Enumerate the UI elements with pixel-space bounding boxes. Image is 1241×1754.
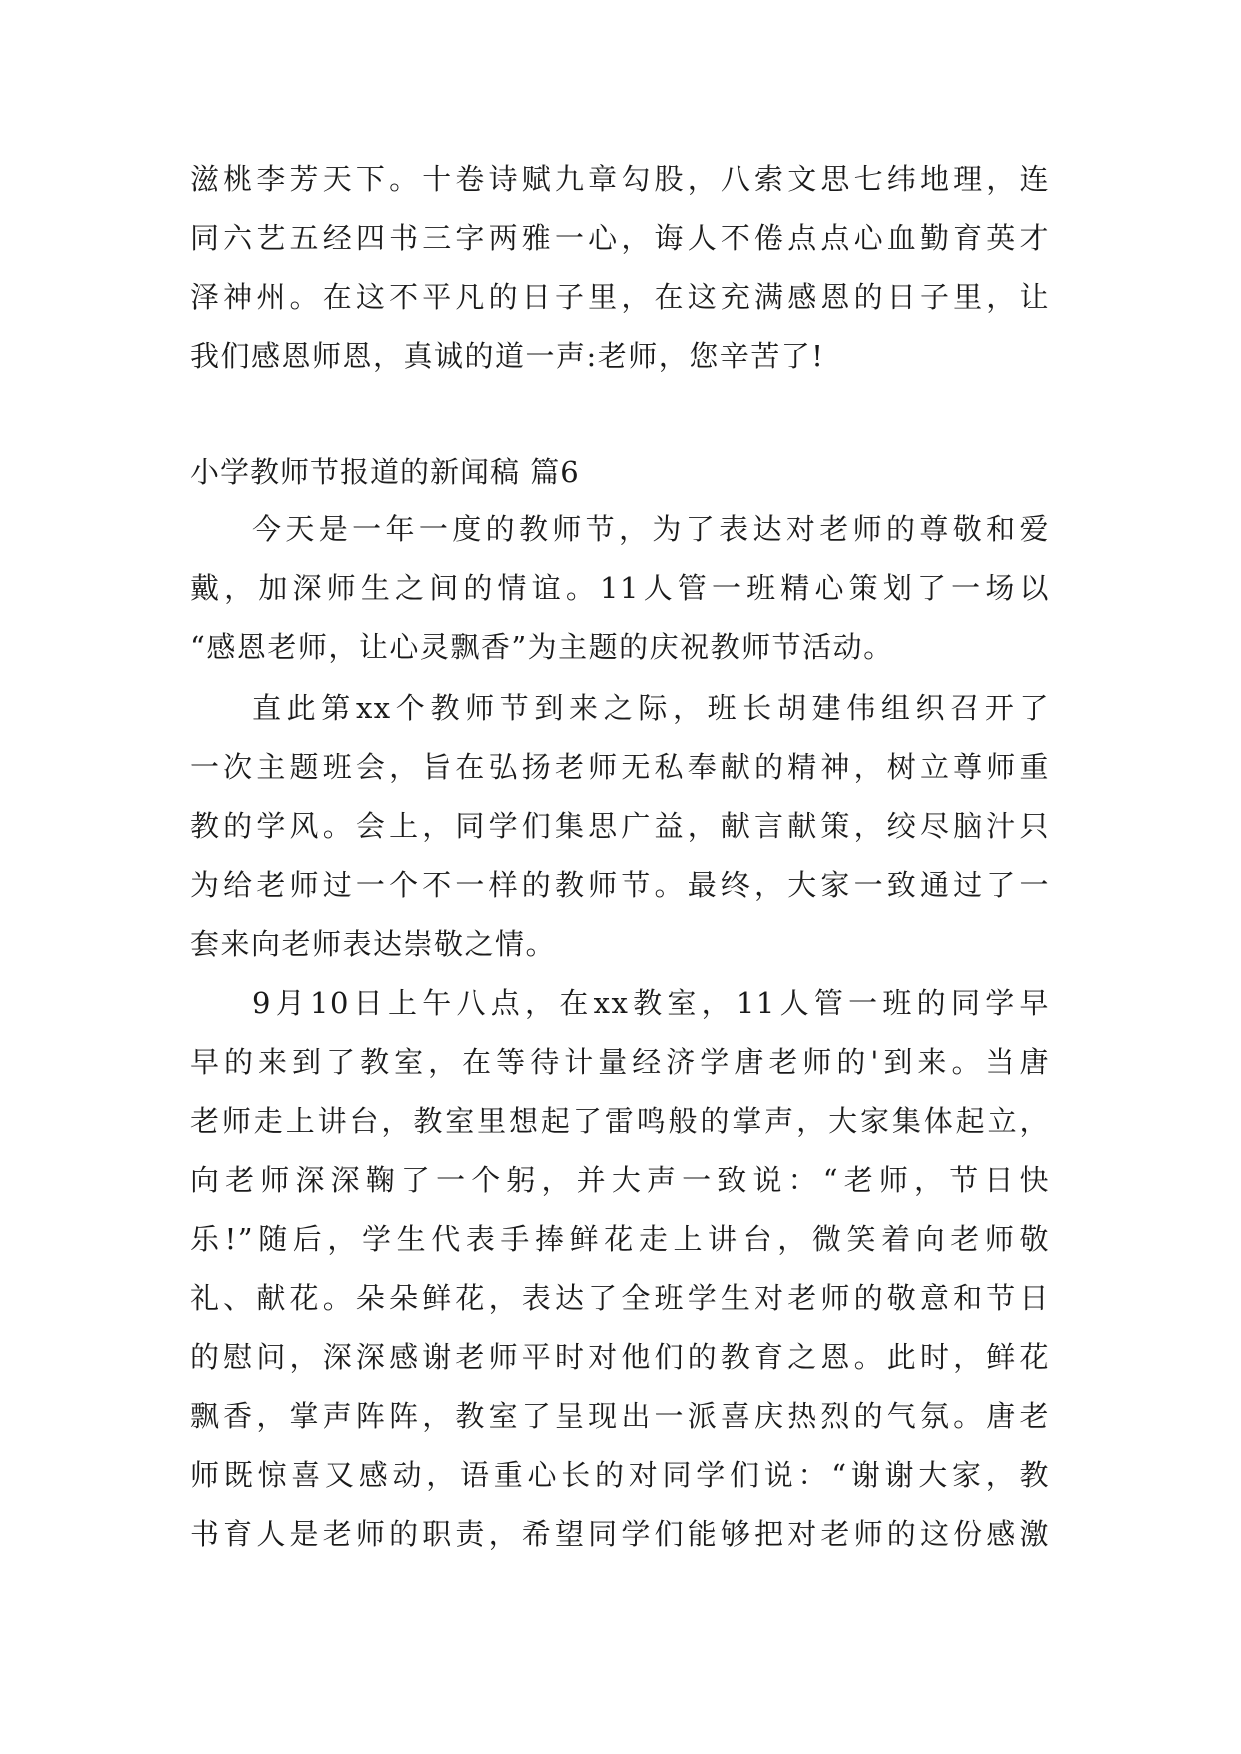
paragraph-3 [190,974,1050,1564]
text-line: 书育人是老师的职责，希望同学们能够把对老师的这份感激 [190,1517,1050,1551]
text-line: 为给老师过一个不一样的教师节。最终，大家一致通过了一 [190,868,1050,902]
text-line: 早的来到了教室，在等待计量经济学唐老师的'到来。当唐 [190,1045,1050,1079]
text-line: 滋桃李芳天下。十卷诗赋九章勾股，八索文思七纬地理，连 [190,162,1050,196]
text-line: 泽神州。在这不平凡的日子里，在这充满感恩的日子里，让 [190,280,1050,314]
text-line: 飘香，掌声阵阵，教室了呈现出一派喜庆热烈的气氛。唐老 [190,1399,1050,1433]
paragraph-1 [190,500,1050,677]
text-line: 向老师深深鞠了一个躬，并大声一致说：“老师，节日快 [190,1163,1050,1197]
text-line: 乐!”随后，学生代表手捧鲜花走上讲台，微笑着向老师敬 [190,1222,1050,1256]
text-line: 9月10日上午八点，在xx教室，11人管一班的同学早 [252,986,1050,1020]
text-line: 的慰问，深深感谢老师平时对他们的教育之恩。此时，鲜花 [190,1340,1050,1374]
text-line: 师既惊喜又感动，语重心长的对同学们说：“谢谢大家，教 [190,1458,1050,1492]
text-line: 我们感恩师恩，真诚的道一声:老师，您辛苦了! [190,339,825,373]
paragraph-2 [190,679,1050,974]
text-line: 同六艺五经四书三字两雅一心，诲人不倦点点心血勤育英才 [190,221,1050,255]
text-line: 直此第xx个教师节到来之际，班长胡建伟组织召开了 [252,691,1050,725]
text-line: “感恩老师，让心灵飘香”为主题的庆祝教师节活动。 [190,630,894,664]
text-line: 今天是一年一度的教师节，为了表达对老师的尊敬和爱 [252,512,1050,546]
section-title: 小学教师节报道的新闻稿 篇6 [190,455,580,489]
text-line: 套来向老师表达崇敬之情。 [190,927,557,961]
text-line: 一次主题班会，旨在弘扬老师无私奉献的精神，树立尊师重 [190,750,1050,784]
continuation-paragraph [190,150,1050,386]
text-line: 老师走上讲台，教室里想起了雷鸣般的掌声，大家集体起立， [190,1104,1050,1138]
text-line: 教的学风。会上，同学们集思广益，献言献策，绞尽脑汁只 [190,809,1050,843]
text-line: 礼、献花。朵朵鲜花，表达了全班学生对老师的敬意和节日 [190,1281,1050,1315]
text-line: 戴，加深师生之间的情谊。11人管一班精心策划了一场以 [190,571,1050,605]
